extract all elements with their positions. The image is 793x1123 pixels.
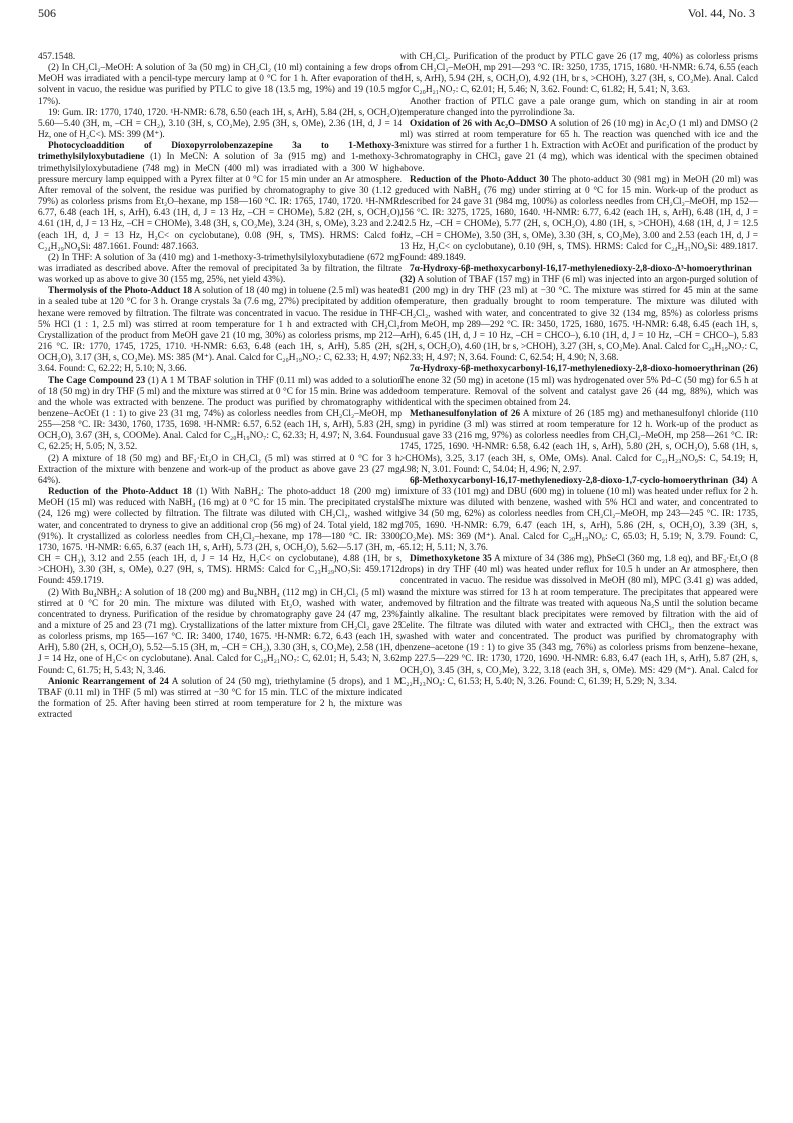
section-body: A solution of TBAF (157 mg) in THF (6 ml) was injected into an argon-purged solution of 31 (200 mg) in dry THF (23 ml) at −30 °C. The mixture was stirred for 45 min at the same temperature, then gradually brought to room temperature. The mixture was diluted with CH₂Cl₂, washed with water, and concentrated to give 32 (134 mg, 85%) as colorless prisms from MeOH, mp 289—292 °C. IR: 3450, 1725, 1680, 1675. ¹H-NMR: 6.48, 6.45 (each 1H, s, ArH), 6.45 (1H, d, J = 10 Hz, –CH = CHCO–), 6.10 (1H, d, J = 10 Hz, –CH = CHCO–), 5.83 (2H, s, OCH₂O), 4.60 (1H, br s, >CHOH), 3.27 (3H, s, CO₂Me). Anal. Calcd for C₂₀H₁₉NO₇: C, 62.33; H, 4.97; N, 3.64. Found: C, 62.54; H, 4.90; N, 3.68.: [400, 275, 758, 364]
section-body: A solution of 26 (10 mg) in Ac₂O (1 ml) and DMSO (2 ml) was stirred at room temperature for 65 h. The reaction was quenched with ice and the mixture was stirred for a further 1 h. Extraction with AcOEt and purification of the product by chromatography in CHCl₃ gave 21 (4 mg), which was identical with the specimen obtained above.: [400, 118, 758, 174]
section-body: (1) A 1 M TBAF solution in THF (0.11 ml) was added to a solution of 18 (50 mg) in dry THF (5 ml) and the mixture was stirred at 0 °C for 15 min. Brine was added and the whole was extracted with benzene. The product was purified by chromatography with benzene–AcOEt (1 : 1) to give 23 (31 mg, 74%) as colorless needles from CH₂Cl₂–MeOH, mp 255—258 °C. IR: 3430, 1760, 1735, 1698. ¹H-NMR: 6.57, 6.52 (each 1H, s, ArH), 5.83 (2H, s, OCH₂O), 3.67 (3H, s, COOMe). Anal. Calcd for C₂₀H₁₉NO₇: C, 62.33; H, 4.97; N, 3.64. Found: C, 62.25; H, 5.05; N, 3.52.: [38, 375, 402, 453]
section-paragraph: [400, 119, 758, 175]
section-body: A solution of 24 (50 mg), triethylamine (5 drops), and 1 M TBAF (0.11 ml) in THF (5 ml) was stirred at −30 °C for 15 min. TLC of the mixture indicated the formation of 25. After having been stirred at room temperature for 2 h, the mixture was extracted: [38, 676, 402, 721]
paragraph: 19: Gum. IR: 1770, 1740, 1720. ¹H-NMR: 6.78, 6.50 (each 1H, s, ArH), 5.84 (2H, s, OCH₂O), 5.60—5.40 (3H, m, –CH = CH₂), 3.10 (3H, s, CO₂Me), 2.95 (3H, s, OMe), 2.36 (1H, d, J = 14 Hz, one of H₂C<). MS: 399 (M⁺).: [38, 107, 402, 141]
volume-issue: Vol. 44, No. 3: [687, 6, 755, 20]
section-heading: Methanesulfonylation of 26: [410, 409, 521, 419]
paragraph: with CH₂Cl₂. Purification of the product by PTLC gave 26 (17 mg, 40%) as colorless prisms from CH₂Cl₂–MeOH, mp 291—293 °C. IR: 3250, 1735, 1715, 1680. ¹H-NMR: 6.74, 6.55 (each 1H, s, ArH), 5.94 (2H, s, OCH₂O), 4.92 (1H, br s, >CHOH), 3.27 (3H, s, CO₂Me). Anal. Calcd for C₂₀H₂₁NO₇: C, 62.01; H, 5.46; N, 3.62. Found: C, 61.82; H, 5.41; N, 3.63.: [400, 52, 758, 96]
page-number: 506: [38, 6, 56, 20]
section-paragraph: [38, 286, 402, 375]
section-heading: 7α-Hydroxy-6β-methoxycarbonyl-16,17-methylenedioxy-2,8-dioxo-homoerythrinan (26): [410, 364, 758, 375]
page-header: [38, 6, 755, 24]
paragraph: (2) A mixture of 18 (50 mg) and BF₃·Et₂O in CH₂Cl₂ (5 ml) was stirred at 0 °C for 3 h. Extraction of the mixture with benzene and work-up of the product as above gave 23 (27 mg, 64%).: [38, 453, 402, 486]
section-body: A mixture of 34 (386 mg), PhSeCl (360 mg, 1.8 eq), and BF₃·Et₂O (8 drops) in dry THF (40 ml) was heated under reflux for 10.5 h under an Ar atmosphere, then concentrated in vacuo. The residue was dissolved in MeOH (80 ml), MPC (3.41 g) was added, and the mixture was stirred for 13 h at room temperature. The precipitates that appeared were removed by filtration and the filtrate was treated with aqueous Na₂S until the solution became faintly alkaline. The resultant black precipitates were removed by filtration with the aid of Celite. The filtrate was diluted with water and extracted with CHCl₃, then the extract was washed with water and concentrated. The product was purified by chromatography with benzene–acetone (19 : 1) to give 35 (343 mg, 76%) as colorless prisms from benzene–hexane, mp 227.5—229 °C. IR: 1730, 1720, 1690. ¹H-NMR: 6.83, 6.47 (each 1H, s, ArH), 5.87 (2H, s, OCH₂O), 3.45 (3H, s, CO₂Me), 3.22, 3.18 (each 3H, s, OMe). MS: 429 (M⁺). Anal. Calcd for C₂₂H₂₃NO₈: C, 61.53; H, 5.40; N, 3.26. Found: C, 61.39; H, 5.29; N, 3.34.: [400, 554, 758, 687]
section-body: A mixture of 33 (101 mg) and DBU (600 mg) in toluene (10 ml) was heated under reflux for 2 h. The mixture was diluted with benzene, washed with 5% HCl and water, and concentrated to give 34 (50 mg, 62%) as colorless needles from CH₂Cl₂–MeOH, mp 243—245 °C. IR: 1735, 1705, 1690. ¹H-NMR: 6.79, 6.47 (each 1H, s, ArH), 5.86 (2H, s, OCH₂O), 3.39 (3H, s, CO₂Me). MS: 369 (M⁺). Anal. Calcd for C₂₀H₁₉NO₆: C, 65.03; H, 5.19; N, 3.79. Found: C, 65.12; H, 5.11; N, 3.76.: [400, 475, 758, 553]
paragraph: 457.1548.: [38, 52, 76, 62]
section-heading: Photocycloaddition of Dioxopyrrolobenzazepine 3a to 1-Methoxy-3-trimethylsilyloxybutadiene: [38, 141, 402, 163]
section-body: The photo-adduct 30 (981 mg) in MeOH (20 ml) was reduced with NaBH₄ (76 mg) under stirring at 0 °C for 15 min. Work-up of the product as described for 24 gave 31 (984 mg, 100%) as colorless needles from CH₂Cl₂–MeOH, mp 152—156 °C. IR: 3275, 1725, 1680, 1640. ¹H-NMR: 6.77, 6.42 (each 1H, s, ArH), 6.48 (1H, d, J = 12.5 Hz, –CH = CHOMe), 5.77 (2H, s, OCH₂O), 4.80 (1H, s, >CHOH), 4.68 (1H, d, J = 12.5 Hz, –CH = CHOMe), 3.50 (3H, s, OMe), 3.30 (3H, s, CO₂Me), 3.00 and 2.53 (each 1H, d, J = 13 Hz, H₂C< on cyclobutane), 0.10 (9H, s, TMS). HRMS: Calcd for C₂₄H₃₁NO₈Si: 489.1817. Found: 489.1849.: [400, 174, 758, 263]
section-paragraph: [400, 554, 758, 688]
section-paragraph: [400, 175, 758, 264]
section-paragraph: [400, 476, 758, 554]
paragraph: (2) In CH₂Cl₂–MeOH: A solution of 3a (50 mg) in CH₂Cl₂ (10 ml) containing a few drops of MeOH was irradiated with a pencil-type mercury lamp at 0 °C for 1 h. After evaporation of the solvent in vacuo, the residue was purified by PTLC to give 18 (13.5 mg, 19%) and 19 (10.5 mg, 17%).: [38, 63, 402, 107]
paragraph: (2) With Bu₄NBH₄: A solution of 18 (200 mg) and Bu₄NBH₄ (112 mg) in CH₂Cl₂ (5 ml) was stirred at 0 °C for 20 min. The mixture was diluted with Et₂O, washed with water, and concentrated to dryness. Purification of the residue by chromatography gave 24 (47 mg, 23%) and a mixture of 25 and 23 (71 mg). Crystallizations of the latter mixture from CH₂Cl₂ gave 25 as colorless prisms, mp 165—167 °C. IR: 3400, 1740, 1675. ¹H-NMR: 6.72, 6.43 (each 1H, s, ArH), 5.80 (2H, s, OCH₂O), 5.52—5.15 (3H, m, –CH = CH₂), 3.30 (3H, s, CO₂Me), 2.58 (1H, d, J = 14 Hz, one of H₂C< on cyclobutane). Anal. Calcd for C₂₀H₂₁NO₇: C, 62.01; H, 5.43; N, 3.62. Found: C, 61.75; H, 5.43; N, 3.46.: [38, 587, 402, 676]
section-heading: Thermolysis of the Photo-Adduct 18: [48, 286, 192, 297]
section-heading: Reduction of the Photo-Adduct 30: [410, 174, 549, 185]
section-heading: Anionic Rearrangement of 24: [48, 676, 169, 687]
section-body: The enone 32 (50 mg) in acetone (15 ml) was hydrogenated over 5% Pd–C (50 mg) for 6.5 h at room temperature. Removal of the solvent and catalyst gave 26 (44 mg, 88%), which was identical with the specimen obtained from 24.: [400, 375, 758, 408]
section-body: A mixture of 26 (185 mg) and methanesulfonyl chloride (110 mg) in pyridine (3 ml) was stirred at room temperature for 12 h. Work-up of the product as usual gave 33 (216 mg, 97%) as colorless needles from CH₂Cl₂–MeOH, mp 258—261 °C. IR: 1745, 1725, 1690. ¹H-NMR: 6.58, 6.42 (each 1H, s, ArH), 5.80 (2H, s, OCH₂O), 5.68 (1H, s, >CHOMs), 3.25, 3.17 (each 3H, s, OMe, OMs). Anal. Calcd for C₂₁H₂₃NO₉S: C, 54.19; H, 4.98; N, 3.01. Found: C, 54.04; H, 4.96; N, 2.97.: [400, 409, 759, 475]
section-paragraph: [400, 364, 758, 409]
right-column: [400, 52, 758, 688]
left-column: [38, 52, 402, 721]
section-body: A solution of 18 (40 mg) in toluene (2.5 ml) was heated in a sealed tube at 120 °C for 3 h. Orange crystals 3a (7.6 mg, 27%) precipitated by addition of hexane were removed by filtration. The filtrate was concentrated in vacuo. The residue in THF–5% HCl (1 : 1, 2.5 ml) was stirred at room temperature for 1 h and extracted with CH₂Cl₂. Crystallization of the product from MeOH gave 21 (10 mg, 30%) as colorless prisms, mp 212—216 °C. IR: 1770, 1745, 1725, 1710. ¹H-NMR: 6.63, 6.48 (each 1H, s, ArH), 5.85 (2H, s, OCH₂O), 3.17 (3H, s, CO₂Me). MS: 385 (M⁺). Anal. Calcd for C₂₀H₁₉NO₇: C, 62.33; H, 4.97; N, 3.64. Found: C, 62.22; H, 5.10; N, 3.66.: [38, 286, 402, 375]
section-paragraph: [38, 376, 402, 454]
section-heading: Reduction of the Photo-Adduct 18: [48, 487, 192, 498]
paragraph: Another fraction of PTLC gave a pale orange gum, which on standing in air at room temperature changed into the pyrrolindione 3a.: [400, 96, 758, 118]
section-heading: 7α-Hydroxy-6β-methoxycarbonyl-16,17-methylenedioxy-2,8-dioxo-Δ³-homoerythrinan (32): [400, 263, 752, 286]
section-heading: Oxidation of 26 with Ac₂O–DMSO: [410, 118, 548, 129]
section-body: (1) With NaBH₄: The photo-adduct 18 (200 mg) in MeOH (15 ml) was reduced with NaBH₄ (16 mg) at 0 °C for 15 min. The precipitated crystals (24, 126 mg) were collected by filtration. The filtrate was diluted with CH₂Cl₂, washed with water, and concentrated to dryness to give an additional crop (56 mg) of 24. Total yield, 182 mg (91%). It crystallized as colorless needles from CH₂Cl₂–hexane, mp 178—180 °C. IR: 3300, 1730, 1675. ¹H-NMR: 6.65, 6.37 (each 1H, s, ArH), 5.73 (2H, s, OCH₂O), 5.62—5.17 (3H, m, –CH = CH₂), 3.12 and 2.55 (each 1H, d, J = 14 Hz, H₂C< on cyclobutane), 4.88 (1H, br s, >CHOH), 3.30 (3H, s, OMe), 0.27 (9H, s, TMS). HRMS: Calcd for C₂₃H₂₉NO₇Si: 459.1712. Found: 459.1719.: [38, 487, 402, 587]
section-heading: 6β-Methoxycarbonyl-16,17-methylenedioxy-2,8-dioxo-1,7-cyclo-homoerythrinan (34): [410, 475, 748, 486]
section-paragraph: [400, 409, 758, 476]
section-heading: Dimethoxyketone 35: [410, 554, 492, 565]
section-paragraph: [38, 677, 402, 722]
section-paragraph: [38, 487, 402, 587]
paragraph: (2) In THF: A solution of 3a (410 mg) and 1-methoxy-3-trimethylsilyloxybutadiene (672 mg) was irradiated as described above. After the removal of precipitated 3a by filtration, the filtrate was worked up as above to give 30 (155 mg, 25%, net yield 43%).: [38, 252, 402, 286]
section-heading: The Cage Compound 23: [48, 375, 146, 386]
section-paragraph: [38, 141, 402, 253]
section-body: (1) In MeCN: A solution of 3a (915 mg) and 1-methoxy-3-trimethylsilyloxybutadiene (748 mg) in MeCN (400 ml) was irradiated with a 300 W high-pressure mercury lamp equipped with a Pyrex filter at 0 °C for 15 min under an Ar atmosphere. After removal of the solvent, the residue was purified by chromatography to give 30 (1.12 g, 79%) as colorless prisms from Et₂O–hexane, mp 158—160 °C. IR: 1765, 1740, 1720. ¹H-NMR: 6.77, 6.48 (each 1H, s, ArH), 6.43 (1H, d, J = 13 Hz, –CH = CHOMe), 5.82 (2H, s, OCH₂O), 4.61 (1H, d, J = 13 Hz, –CH = CHOMe), 3.48 (3H, s, CO₂Me), 3.24 (3H, s, OMe), 3.23 and 2.24 (each 1H, d, J = 13 Hz, H₂C< on cyclobutane), 0.08 (9H, s, TMS). HRMS: Calcd for C₂₄H₂₉NO₈Si: 487.1661. Found: 487.1663.: [38, 152, 402, 252]
section-paragraph: [400, 264, 758, 364]
